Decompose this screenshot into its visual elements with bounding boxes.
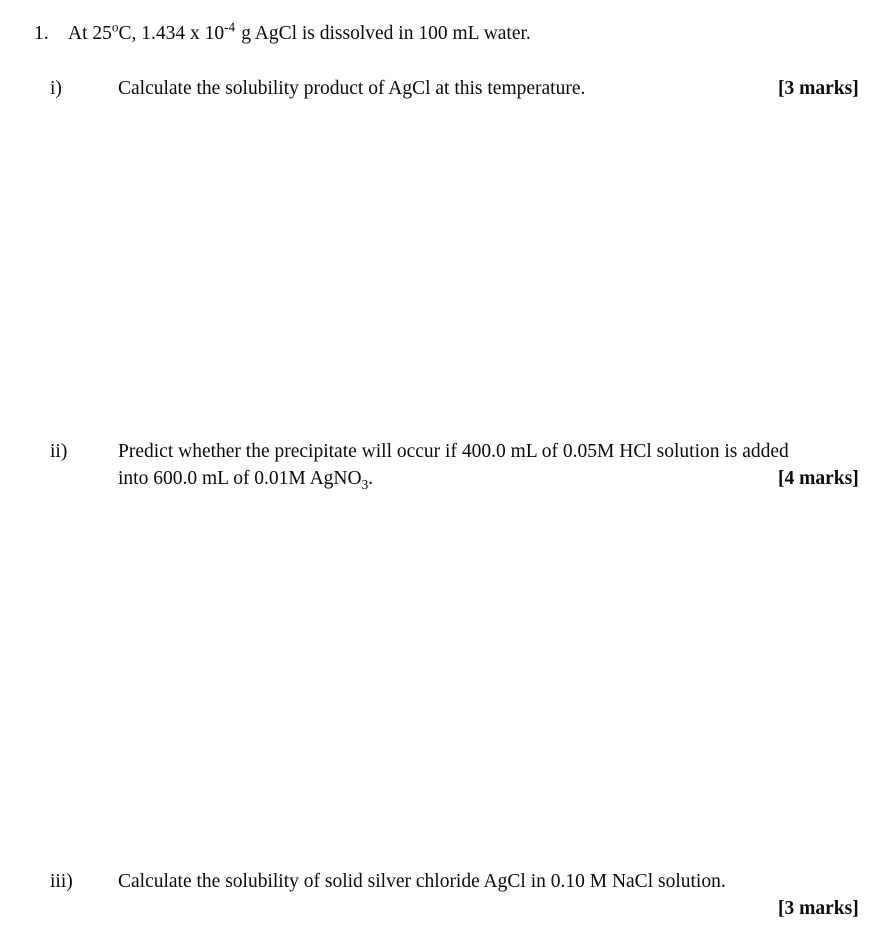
subpart-ii-line-2-tail: . (368, 468, 374, 489)
exponent-value: -4 (224, 19, 236, 35)
question-stem-line (68, 20, 864, 47)
subpart-i-line-1: Calculate the solubility product of AgCl at this temperature. (118, 78, 586, 99)
question-stem-text (68, 20, 864, 47)
degree-symbol: o (111, 19, 119, 35)
subpart-iii (50, 868, 859, 919)
subpart-i-text (118, 75, 859, 102)
subpart-iii-marker: iii) (50, 871, 73, 892)
subpart-ii-line-2-text: into 600.0 mL of 0.01M AgNO (118, 468, 362, 489)
marks-badge-i: [3 marks] (778, 78, 859, 99)
subpart-i-marker: i) (50, 78, 62, 99)
answer-space-ii[interactable] (96, 500, 848, 858)
answer-space-i[interactable] (96, 110, 848, 428)
stem-prefix: At 25 (68, 23, 112, 44)
subpart-iii-line-1: Calculate the solubility of solid silver chloride AgCl in 0.10 M NaCl solution. (118, 871, 726, 892)
subpart-ii-line-1: Predict whether the precipitate will occur if 400.0 mL of 0.05M HCl solution is added (118, 441, 789, 462)
subpart-i (50, 75, 859, 102)
subpart-ii-marker: ii) (50, 441, 68, 462)
subpart-ii-line-2 (118, 465, 859, 492)
marks-badge-ii: [4 marks] (778, 468, 859, 489)
subpart-ii-text (118, 438, 859, 492)
stem-middle: C, 1.434 x 10 (118, 23, 225, 44)
question-number: 1. (34, 23, 49, 44)
stem-tail: g AgCl is dissolved in 100 mL water. (241, 23, 531, 44)
subpart-iii-text (118, 868, 859, 919)
marks-badge-iii: [3 marks] (778, 898, 859, 919)
subpart-ii (50, 438, 859, 492)
question-1 (34, 20, 864, 47)
agno3-subscript: 3 (361, 476, 369, 492)
